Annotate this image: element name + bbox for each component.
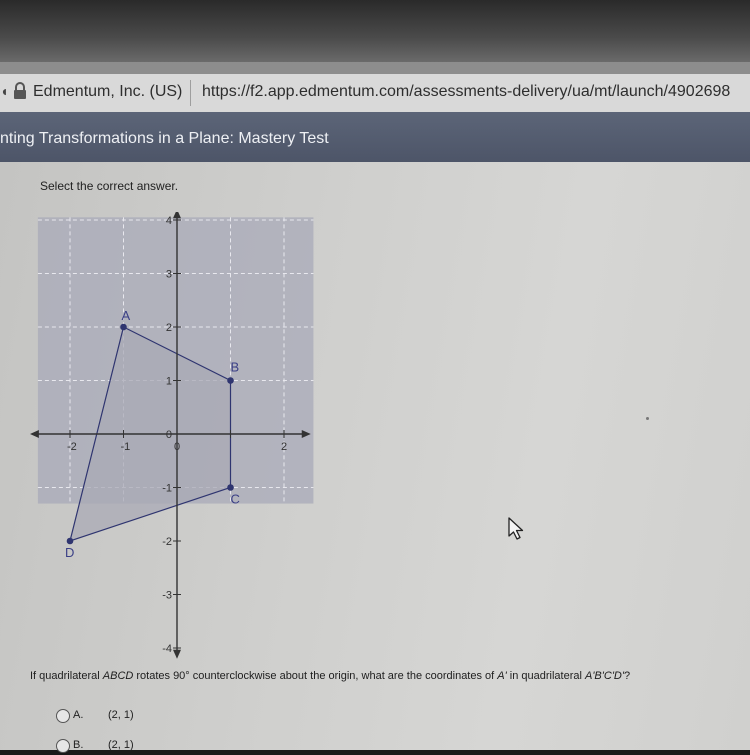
option-letter: B. (73, 739, 84, 751)
monitor-bezel (0, 0, 750, 62)
y-tick-label: 0 (165, 429, 172, 441)
x-tick-label: -1 (120, 441, 131, 453)
point-a (120, 324, 127, 331)
point-d (67, 538, 74, 545)
url-field[interactable]: https://f2.app.edmentum.com/assessments-delivery/ua/mt/launch/4902698 (202, 83, 731, 100)
radio-button[interactable] (56, 709, 70, 723)
screen-speck (646, 417, 649, 420)
site-identity: Edmentum, Inc. (US) (33, 83, 183, 100)
question-panel (0, 162, 750, 750)
y-tick-label: -3 (162, 589, 172, 602)
browser-address-bar[interactable] (0, 74, 750, 113)
point-label-b: B (230, 359, 240, 375)
mouse-cursor-icon (508, 517, 526, 546)
x-axis-arrow-left (30, 430, 39, 438)
point-label-a: A (121, 308, 131, 323)
y-tick-label: 2 (165, 322, 172, 334)
y-axis-arrow-up (173, 212, 181, 218)
x-tick-label: 2 (281, 441, 288, 453)
y-tick-label: 1 (165, 375, 172, 388)
point-label-d: D (65, 545, 75, 560)
point-label-c: C (230, 491, 240, 507)
radio-button[interactable] (56, 739, 70, 753)
point-b (227, 377, 234, 384)
y-tick-label: 3 (165, 268, 172, 281)
option-value: (2, 1) (108, 709, 134, 721)
instruction-text: Select the correct answer. (40, 179, 179, 193)
y-tick-label: 4 (165, 215, 172, 227)
site-info-icon[interactable]: ◖ (0, 83, 9, 99)
lock-icon (13, 82, 27, 100)
x-tick-label: 0 (174, 441, 181, 453)
page-title: nting Transformations in a Plane: Mastery Test (0, 130, 329, 147)
question-text: If quadrilateral ABCD rotates 90° counterclockwise about the origin, what are the coordinates of A' in quadrilateral A'B'C'D'? (30, 670, 631, 682)
point-c (227, 484, 234, 491)
test-header (0, 112, 750, 162)
x-tick-label: -2 (67, 441, 77, 453)
option-letter: A. (73, 709, 84, 721)
option-value: (2, 1) (108, 739, 134, 751)
browser-tab-strip (0, 62, 750, 74)
y-tick-label: -1 (162, 482, 172, 495)
address-divider (190, 80, 191, 106)
y-tick-label: -2 (162, 536, 172, 548)
y-tick-label: -4 (162, 643, 172, 655)
y-axis-arrow-down (173, 650, 181, 659)
coordinate-graph (30, 212, 320, 660)
